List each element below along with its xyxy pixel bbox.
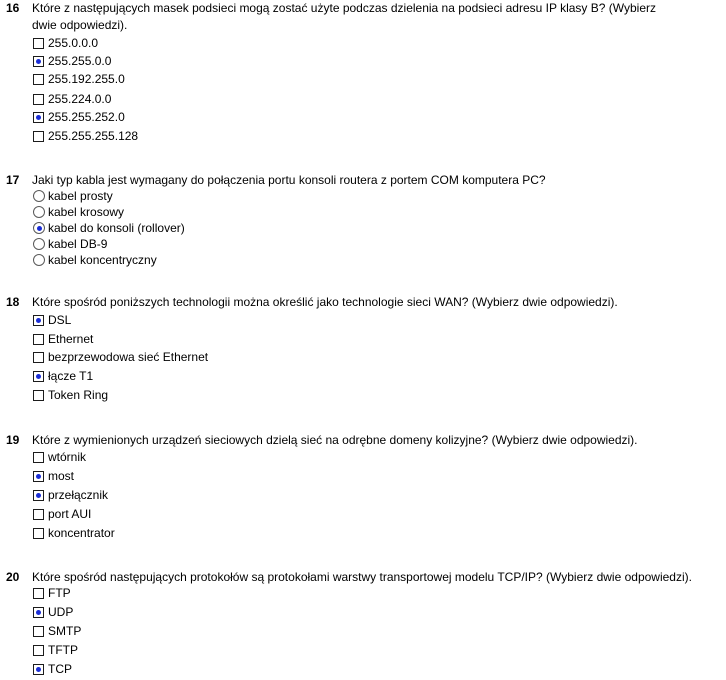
option-255-255-255-128[interactable] xyxy=(33,127,138,145)
option-label: 255.224.0.0 xyxy=(48,92,112,106)
checkbox[interactable] xyxy=(33,38,44,49)
option-label: 255.255.255.128 xyxy=(48,129,139,143)
option-label: kabel prosty xyxy=(48,189,113,203)
checkbox[interactable] xyxy=(33,528,44,539)
question-text: Które z wymienionych urządzeń sieciowych dzielą sieć na odrębne domeny kolizyjne? (Wybierz dwie odpowiedzi). xyxy=(32,433,638,447)
checkbox[interactable] xyxy=(33,352,44,363)
option-udp[interactable] xyxy=(33,603,73,621)
checkbox[interactable] xyxy=(33,452,44,463)
question-18 xyxy=(0,294,720,402)
option-255-255-0-0[interactable] xyxy=(33,52,111,70)
radio-button[interactable] xyxy=(33,206,45,218)
option-255-224-0-0[interactable] xyxy=(33,90,111,108)
question-18-header xyxy=(0,294,720,311)
checkbox[interactable] xyxy=(33,471,44,482)
option-label: Token Ring xyxy=(48,388,109,402)
checkbox[interactable] xyxy=(33,112,44,123)
option-label: 255.255.0.0 xyxy=(48,54,112,68)
question-text: Jaki typ kabla jest wymagany do połączenia portu konsoli routera z portem COM komputera PC? xyxy=(32,173,546,187)
question-number: 20 xyxy=(6,570,20,584)
checkbox[interactable] xyxy=(33,94,44,105)
option-label: SMTP xyxy=(48,624,82,638)
option-label: 255.255.252.0 xyxy=(48,110,125,124)
question-text: Które spośród poniższych technologii można określić jako technologie sieci WAN? (Wybierz dwie odpowiedzi). xyxy=(32,295,618,309)
question-number: 18 xyxy=(6,295,20,309)
checkbox[interactable] xyxy=(33,334,44,345)
option-label: UDP xyxy=(48,605,74,619)
option-kabel-koncentryczny[interactable] xyxy=(33,251,157,269)
option-label: DSL xyxy=(48,313,72,327)
option-label: kabel do konsoli (rollover) xyxy=(48,221,185,235)
option-255-192-255-0[interactable] xyxy=(33,70,125,88)
option-smtp[interactable] xyxy=(33,622,81,640)
checkbox[interactable] xyxy=(33,626,44,637)
option-label: 255.0.0.0 xyxy=(48,36,99,50)
checkbox[interactable] xyxy=(33,390,44,401)
option-label: FTP xyxy=(48,586,71,600)
option-port-aui[interactable] xyxy=(33,505,91,523)
option-wtornik[interactable] xyxy=(33,448,86,466)
checkbox[interactable] xyxy=(33,607,44,618)
radio-button[interactable] xyxy=(33,238,45,250)
option-tcp[interactable] xyxy=(33,660,72,678)
question-16 xyxy=(0,0,720,143)
checkbox[interactable] xyxy=(33,131,44,142)
question-number: 19 xyxy=(6,433,20,447)
option-255-0-0-0[interactable] xyxy=(33,34,98,52)
checkbox[interactable] xyxy=(33,315,44,326)
option-label: Ethernet xyxy=(48,332,94,346)
option-label: kabel krosowy xyxy=(48,205,125,219)
option-przelacznik[interactable] xyxy=(33,486,108,504)
question-17 xyxy=(0,172,720,267)
option-dsl[interactable] xyxy=(33,311,71,329)
radio-button[interactable] xyxy=(33,190,45,202)
radio-button[interactable] xyxy=(33,254,45,266)
option-label: most xyxy=(48,469,75,483)
option-tftp[interactable] xyxy=(33,641,78,659)
option-255-255-252-0[interactable] xyxy=(33,108,125,126)
option-label: bezprzewodowa sieć Ethernet xyxy=(48,350,209,364)
question-text: Które spośród następujących protokołów są protokołami warstwy transportowej modelu TCP/IP? (Wybierz dwie odpowiedzi). xyxy=(32,570,692,584)
checkbox[interactable] xyxy=(33,645,44,656)
question-text: Które z następujących masek podsieci mogą zostać użyte podczas dzielenia na podsieci adresu IP klasy B? (Wybierz dwie odpowiedzi). xyxy=(32,1,656,32)
option-label: kabel koncentryczny xyxy=(48,253,157,267)
option-label: przełącznik xyxy=(48,488,109,502)
option-token-ring[interactable] xyxy=(33,386,108,404)
option-label: 255.192.255.0 xyxy=(48,72,125,86)
question-number: 17 xyxy=(6,173,20,187)
option-most[interactable] xyxy=(33,467,74,485)
checkbox[interactable] xyxy=(33,509,44,520)
question-20-header xyxy=(0,569,720,586)
option-ethernet[interactable] xyxy=(33,330,93,348)
option-label: wtórnik xyxy=(48,450,87,464)
question-20 xyxy=(0,569,720,676)
option-bezprzewodowa-siec-ethernet[interactable] xyxy=(33,348,208,366)
checkbox[interactable] xyxy=(33,490,44,501)
question-19-header xyxy=(0,432,720,449)
option-koncentrator[interactable] xyxy=(33,524,115,542)
option-label: port AUI xyxy=(48,507,92,521)
radio-button[interactable] xyxy=(33,222,45,234)
checkbox[interactable] xyxy=(33,371,44,382)
option-label: TCP xyxy=(48,662,72,676)
option-lacze-t1[interactable] xyxy=(33,367,93,385)
checkbox[interactable] xyxy=(33,588,44,599)
option-label: koncentrator xyxy=(48,526,115,540)
option-label: TFTP xyxy=(48,643,78,657)
option-label: łącze T1 xyxy=(48,369,94,383)
checkbox[interactable] xyxy=(33,56,44,67)
option-label: kabel DB-9 xyxy=(48,237,108,251)
question-number: 16 xyxy=(6,1,20,15)
question-16-header xyxy=(0,0,720,32)
option-ftp[interactable] xyxy=(33,584,71,602)
checkbox[interactable] xyxy=(33,664,44,675)
checkbox[interactable] xyxy=(33,74,44,85)
question-19 xyxy=(0,432,720,540)
